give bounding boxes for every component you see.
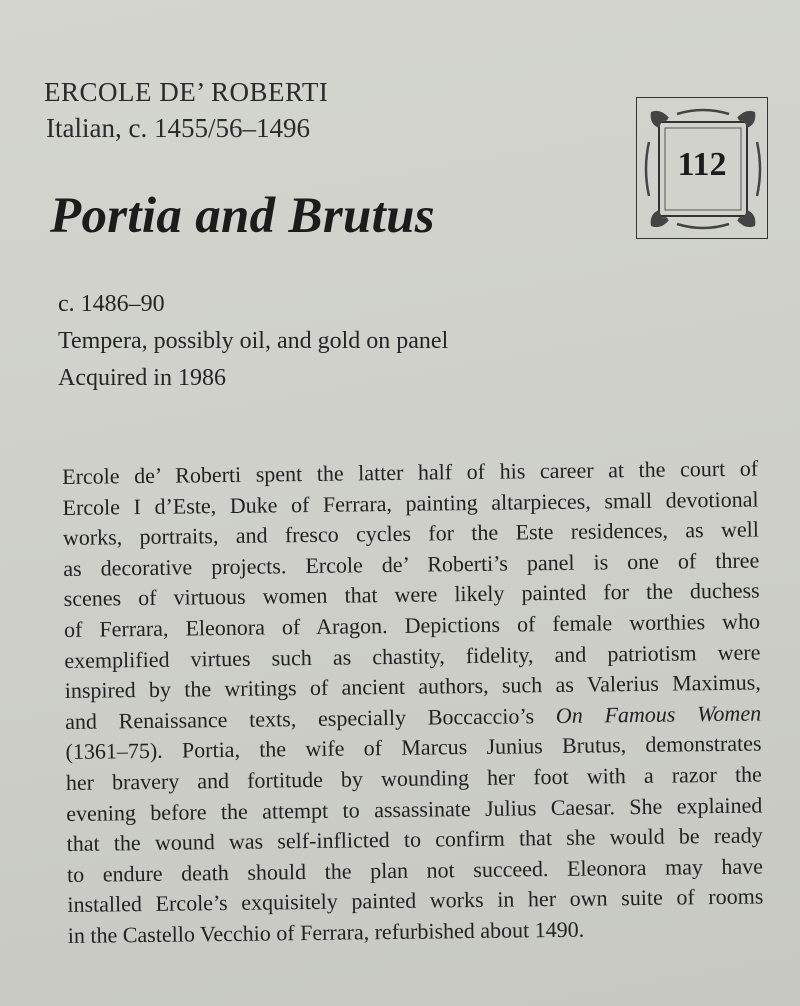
catalog-number: 112 — [677, 146, 727, 183]
description-line: Ercole I d’Este, Duke of Ferrara, painting altarpieces, small devotional — [62, 486, 759, 520]
description-line-start: and Renaissance texts, especially Boccaccio’s — [65, 703, 535, 734]
artist-nationality-dates: Italian, c. 1455/56–1496 — [46, 113, 310, 143]
artwork-medium: Tempera, possibly oil, and gold on panel — [58, 328, 449, 354]
artwork-title: Portia and Brutus — [50, 188, 435, 244]
description-line: to endure death should the plan not succeed. Eleonora may have — [66, 853, 764, 887]
description-line: scenes of virtuous women that were likely painted for the duchess — [63, 577, 760, 612]
description-line: installed Ercole’s exquisitely painted works in her own suite of rooms — [67, 883, 764, 918]
description-line: works, portraits, and fresco cycles for the Este residences, as well — [62, 516, 760, 551]
description-line: inspired by the writings of ancient authors, such as Valerius Maximus, — [64, 669, 761, 704]
catalog-number-box — [636, 97, 768, 239]
acquisition-line: Acquired in 1986 — [58, 365, 226, 391]
description-paragraph — [62, 453, 764, 951]
description-line: (1361–75). Portia, the wife of Marcus Junius Brutus, demonstrates — [65, 730, 762, 765]
artwork-details — [58, 286, 448, 397]
description-line: of Ferrara, Eleonora of Aragon. Depictions of female worthies who — [63, 608, 761, 642]
description-line: exemplified virtues such as chastity, fidelity, and patriotism were — [64, 639, 761, 673]
artwork-date: c. 1486–90 — [58, 291, 165, 317]
book-title: On Famous Women — [555, 700, 762, 728]
description-line: in the Castello Vecchio of Ferrara, refurbished about 1490. — [67, 916, 585, 948]
description-line: that the wound was self-inflicted to confirm that she would be ready — [66, 822, 763, 857]
artist-name: ERCOLE DE’ ROBERTI — [44, 77, 329, 107]
description-line: Ercole de’ Roberti spent the latter half of his career at the court of — [62, 455, 759, 489]
description-line: her bravery and fortitude by wounding her foot with a razor the — [65, 761, 763, 795]
description-line: as decorative projects. Ercole de’ Roberti’s panel is one of three — [63, 547, 760, 581]
description-line: evening before the attempt to assassinate Julius Caesar. She explained — [66, 792, 763, 826]
